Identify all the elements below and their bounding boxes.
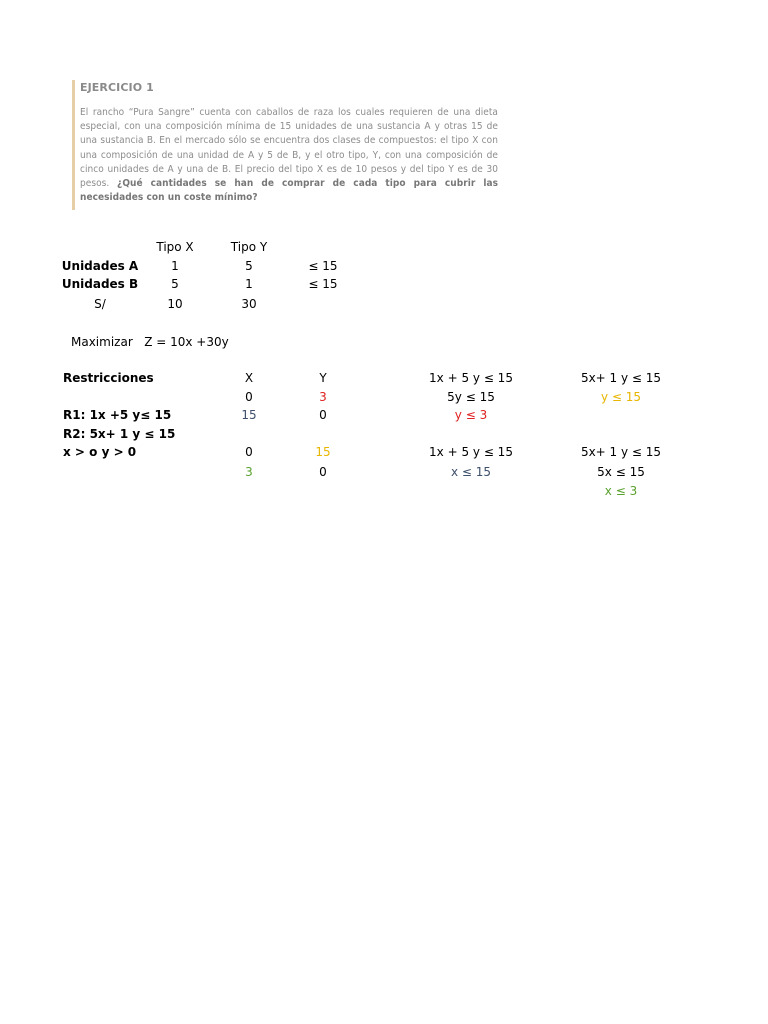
- row-a-x: 1: [171, 259, 179, 273]
- calc4-equation: 5x+ 1 y ≤ 15: [580, 445, 662, 459]
- restriction-r2: R2: 5x+ 1 y ≤ 15: [63, 427, 176, 441]
- row-b-x: 5: [171, 277, 179, 291]
- calc2-equation: 5x+ 1 y ≤ 15: [580, 371, 662, 385]
- row-b-y: 1: [245, 277, 253, 291]
- objective-label: Maximizar: [71, 335, 133, 349]
- point-4-y: 0: [319, 465, 327, 479]
- point-3-y: 15: [315, 445, 331, 459]
- point-3-x: 0: [245, 445, 253, 459]
- objective-formula: Z = 10x +30y: [144, 335, 229, 349]
- objective: [71, 335, 229, 349]
- row-label-unidades-b: Unidades B: [61, 277, 139, 291]
- exercise-question: ¿Qué cantidades se han de comprar de cada tipo para cubrir las necesidades con un coste mínimo?: [80, 178, 498, 204]
- calc4-result: x ≤ 3: [604, 484, 638, 498]
- exercise-text: [80, 106, 498, 205]
- row-price-x: 10: [167, 297, 183, 311]
- restrictions-title: Restricciones: [63, 371, 154, 385]
- exercise-box: [72, 80, 498, 210]
- row-price-y: 30: [241, 297, 257, 311]
- point-4-x: 3: [245, 465, 253, 479]
- calc1-step: 5y ≤ 15: [447, 390, 495, 404]
- header-tipo-y: Tipo Y: [230, 240, 268, 254]
- calc2-result: y ≤ 15: [600, 390, 642, 404]
- exercise-title: EJERCICIO 1: [80, 81, 154, 94]
- point-1-x: 0: [245, 390, 253, 404]
- row-label-price: S/: [94, 297, 106, 311]
- point-1-y: 3: [319, 390, 327, 404]
- row-a-y: 5: [245, 259, 253, 273]
- calc1-equation: 1x + 5 y ≤ 15: [429, 371, 513, 385]
- point-2-y: 0: [319, 408, 327, 422]
- restriction-r1: R1: 1x +5 y≤ 15: [63, 408, 172, 422]
- row-a-limit: ≤ 15: [308, 259, 338, 273]
- point-2-x: 15: [241, 408, 257, 422]
- exercise-text-plain: El rancho “Pura Sangre” cuenta con caballos de raza los cuales requieren de una dieta especial, con una composición mínima de 15 unidades de una sustancia A y otras 15 de una sustancia B. En el mercado sólo se encuentra dos clases de compuestos: el tipo X con una composición de una unidad de A y 5 de B, y el otro tipo, Y, con una composición de cinco unidades de A y una de B. El precio del tipo X es de 10 pesos y del tipo Y es de 30 pesos.: [80, 107, 498, 190]
- restrictions-col-y: Y: [319, 371, 327, 385]
- calc3-equation: 1x + 5 y ≤ 15: [429, 445, 513, 459]
- calc1-result: y ≤ 3: [454, 408, 488, 422]
- header-tipo-x: Tipo X: [156, 240, 194, 254]
- calc3-result: x ≤ 15: [450, 465, 492, 479]
- row-b-limit: ≤ 15: [308, 277, 338, 291]
- restriction-nonneg: x > o y > 0: [63, 445, 137, 459]
- calc4-step: 5x ≤ 15: [597, 465, 645, 479]
- restrictions-col-x: X: [244, 371, 254, 385]
- row-label-unidades-a: Unidades A: [61, 259, 139, 273]
